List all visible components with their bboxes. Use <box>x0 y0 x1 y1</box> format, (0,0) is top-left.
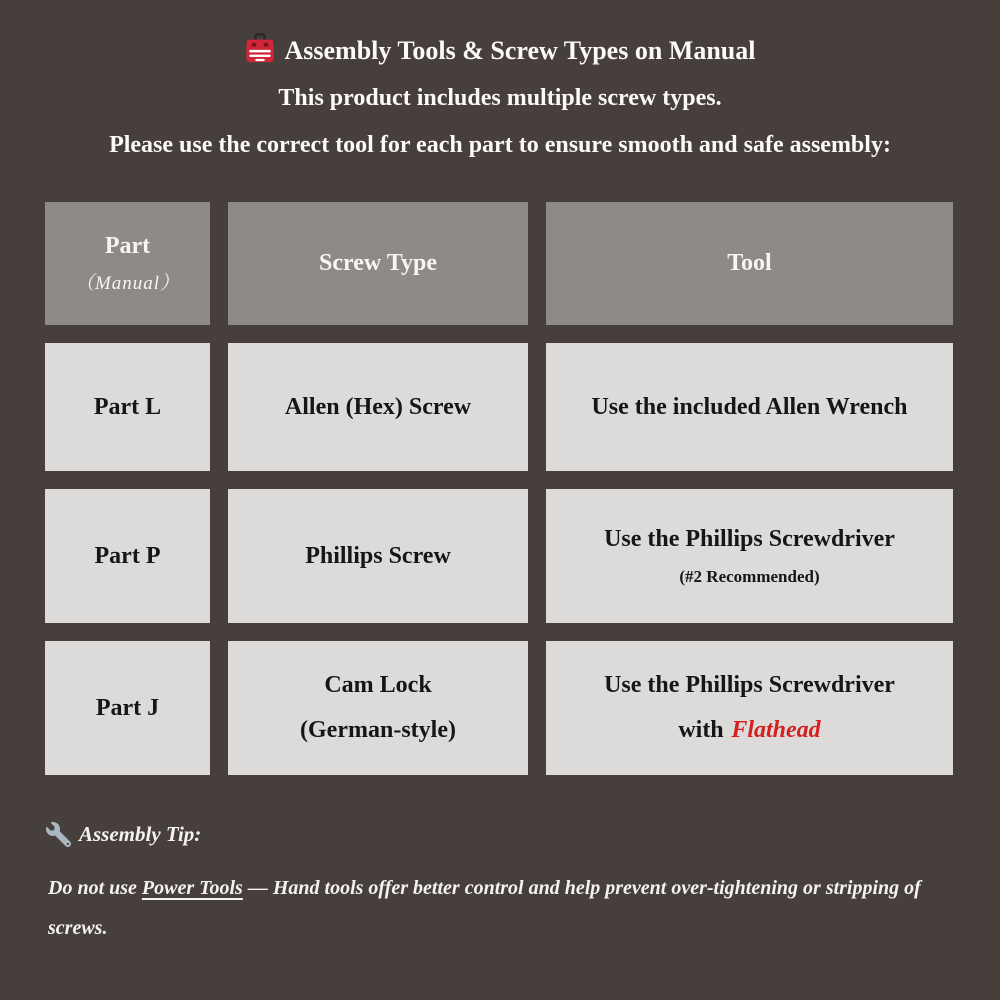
toolbox-icon <box>245 32 275 71</box>
table-row-1-tool-cell <box>546 343 953 471</box>
table-row-1-part-cell <box>45 343 210 471</box>
assembly-tip-body <box>42 868 948 948</box>
table-row-3-part-cell <box>45 641 210 775</box>
assembly-table <box>45 202 953 775</box>
cam-lock-style-label: (German-style) <box>300 717 456 743</box>
tip-body-suffix: — Hand tools offer better control and help prevent over-tightening or stripping of screws. <box>48 877 921 939</box>
cam-lock-tool-line2 <box>678 716 820 745</box>
page-instruction: Please use the correct tool for each part to ensure smooth and safe assembly: <box>109 131 891 158</box>
column-header-part-label: Part <box>104 232 151 259</box>
table-row-2-tool-cell <box>546 489 953 623</box>
part-j-label: Part J <box>95 694 160 721</box>
table-row-1-screw-cell <box>228 343 528 471</box>
allen-wrench-tool-label: Use the included Allen Wrench <box>591 393 908 420</box>
flathead-highlight: Flathead <box>731 717 821 743</box>
column-header-part-sublabel: （Manual） <box>74 273 181 295</box>
column-header-tool <box>546 202 953 325</box>
part-l-label: Part L <box>93 393 162 420</box>
assembly-tip-heading <box>46 822 201 847</box>
phillips-screwdriver-tool-note: (#2 Recommended) <box>679 567 820 587</box>
page-subtitle: This product includes multiple screw types. <box>278 84 722 111</box>
column-header-tool-label: Tool <box>727 250 772 277</box>
cam-lock-label: Cam Lock <box>324 672 432 699</box>
column-header-part <box>45 202 210 325</box>
cam-lock-tool-with-text: with <box>678 717 724 743</box>
tip-body-prefix: Do not use <box>48 877 142 899</box>
phillips-screwdriver-tool-label: Use the Phillips Screwdriver <box>604 525 895 552</box>
assembly-tip-heading-text: Assembly Tip: <box>79 822 202 846</box>
allen-hex-screw-label: Allen (Hex) Screw <box>284 393 472 420</box>
column-header-screw-type <box>228 202 528 325</box>
table-row-2-screw-cell <box>228 489 528 623</box>
cam-lock-tool-label: Use the Phillips Screwdriver <box>604 672 895 699</box>
phillips-screw-label: Phillips Screw <box>305 542 451 569</box>
tip-body-power-tools: Power Tools <box>141 877 243 899</box>
table-row-3-screw-cell <box>228 641 528 775</box>
page-title <box>0 32 1000 70</box>
column-header-screw-type-label: Screw Type <box>319 250 437 277</box>
table-row-2-part-cell <box>45 489 210 623</box>
wrench-icon <box>46 822 71 847</box>
part-p-label: Part P <box>94 542 161 569</box>
table-row-3-tool-cell <box>546 641 953 775</box>
page-title-text: Assembly Tools & Screw Types on Manual <box>284 36 756 65</box>
